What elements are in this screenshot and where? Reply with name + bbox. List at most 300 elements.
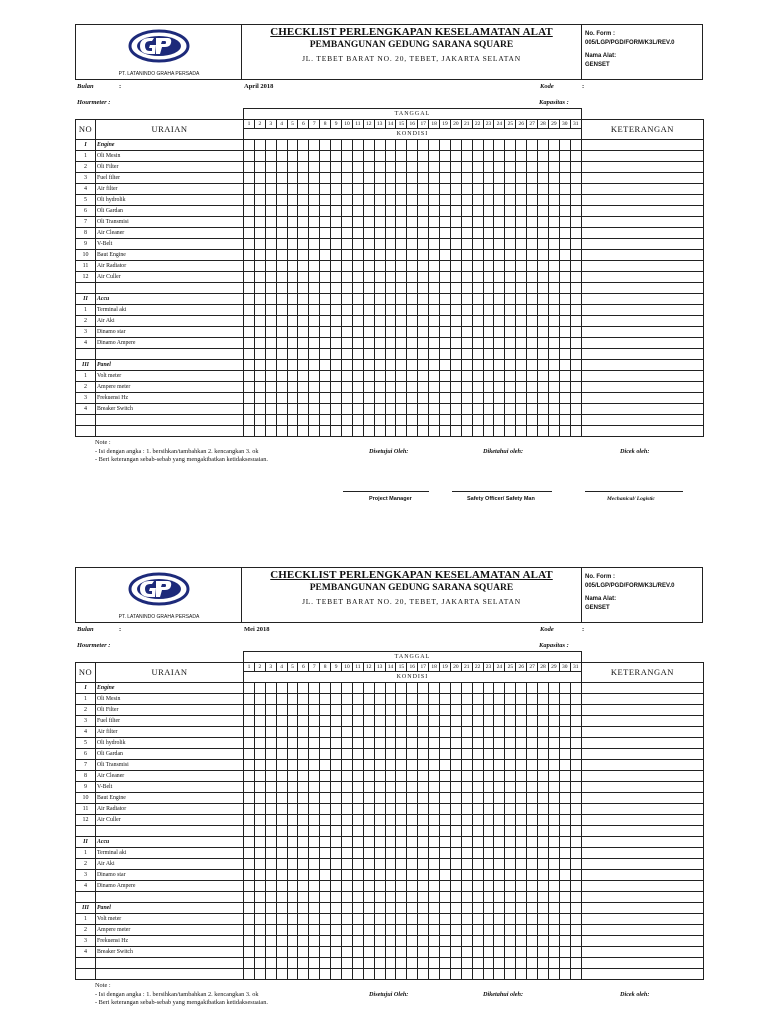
check-cell[interactable] [548,415,559,426]
check-cell[interactable] [418,848,429,859]
check-cell[interactable] [374,250,385,261]
check-cell[interactable] [440,859,451,870]
check-cell[interactable] [494,903,505,914]
check-cell[interactable] [374,727,385,738]
check-cell[interactable] [352,936,363,947]
check-cell[interactable] [548,327,559,338]
keterangan-cell[interactable] [581,294,703,305]
check-cell[interactable] [527,239,538,250]
check-cell[interactable] [352,393,363,404]
check-cell[interactable] [472,272,483,283]
check-cell[interactable] [505,859,516,870]
keterangan-cell[interactable] [581,738,703,749]
check-cell[interactable] [396,140,407,151]
check-cell[interactable] [494,738,505,749]
check-cell[interactable] [450,261,461,272]
check-cell[interactable] [287,892,298,903]
check-cell[interactable] [570,338,581,349]
check-cell[interactable] [559,837,570,848]
check-cell[interactable] [396,327,407,338]
check-cell[interactable] [548,239,559,250]
check-cell[interactable] [276,804,287,815]
check-cell[interactable] [298,837,309,848]
check-cell[interactable] [298,195,309,206]
check-cell[interactable] [385,760,396,771]
check-cell[interactable] [385,426,396,437]
check-cell[interactable] [407,294,418,305]
check-cell[interactable] [385,371,396,382]
check-cell[interactable] [331,859,342,870]
check-cell[interactable] [396,969,407,980]
check-cell[interactable] [483,694,494,705]
check-cell[interactable] [254,925,265,936]
check-cell[interactable] [385,184,396,195]
check-cell[interactable] [516,727,527,738]
check-cell[interactable] [407,316,418,327]
check-cell[interactable] [320,925,331,936]
check-cell[interactable] [494,837,505,848]
check-cell[interactable] [331,958,342,969]
check-cell[interactable] [320,327,331,338]
check-cell[interactable] [407,272,418,283]
check-cell[interactable] [352,760,363,771]
check-cell[interactable] [450,837,461,848]
check-cell[interactable] [385,804,396,815]
check-cell[interactable] [450,316,461,327]
check-cell[interactable] [418,925,429,936]
check-cell[interactable] [287,272,298,283]
check-cell[interactable] [494,694,505,705]
check-cell[interactable] [429,881,440,892]
check-cell[interactable] [309,782,320,793]
check-cell[interactable] [472,349,483,360]
check-cell[interactable] [374,925,385,936]
check-cell[interactable] [461,415,472,426]
check-cell[interactable] [287,859,298,870]
check-cell[interactable] [570,793,581,804]
check-cell[interactable] [483,716,494,727]
check-cell[interactable] [331,195,342,206]
check-cell[interactable] [472,382,483,393]
check-cell[interactable] [374,404,385,415]
check-cell[interactable] [472,140,483,151]
check-cell[interactable] [418,338,429,349]
check-cell[interactable] [483,738,494,749]
check-cell[interactable] [352,892,363,903]
check-cell[interactable] [483,283,494,294]
check-cell[interactable] [494,415,505,426]
check-cell[interactable] [298,705,309,716]
check-cell[interactable] [254,360,265,371]
check-cell[interactable] [570,184,581,195]
check-cell[interactable] [505,892,516,903]
check-cell[interactable] [570,870,581,881]
check-cell[interactable] [450,173,461,184]
check-cell[interactable] [287,903,298,914]
check-cell[interactable] [483,162,494,173]
check-cell[interactable] [559,716,570,727]
check-cell[interactable] [254,716,265,727]
check-cell[interactable] [309,162,320,173]
check-cell[interactable] [244,272,255,283]
check-cell[interactable] [461,195,472,206]
check-cell[interactable] [244,804,255,815]
check-cell[interactable] [276,272,287,283]
check-cell[interactable] [461,837,472,848]
check-cell[interactable] [538,151,549,162]
check-cell[interactable] [396,283,407,294]
check-cell[interactable] [494,228,505,239]
check-cell[interactable] [287,837,298,848]
check-cell[interactable] [570,382,581,393]
check-cell[interactable] [265,415,276,426]
check-cell[interactable] [331,925,342,936]
check-cell[interactable] [418,782,429,793]
check-cell[interactable] [276,415,287,426]
check-cell[interactable] [483,760,494,771]
check-cell[interactable] [244,826,255,837]
check-cell[interactable] [287,683,298,694]
check-cell[interactable] [244,140,255,151]
check-cell[interactable] [570,316,581,327]
check-cell[interactable] [461,914,472,925]
check-cell[interactable] [265,140,276,151]
check-cell[interactable] [450,162,461,173]
check-cell[interactable] [363,173,374,184]
check-cell[interactable] [287,782,298,793]
check-cell[interactable] [527,338,538,349]
check-cell[interactable] [385,738,396,749]
check-cell[interactable] [440,316,451,327]
check-cell[interactable] [407,694,418,705]
check-cell[interactable] [472,804,483,815]
check-cell[interactable] [309,305,320,316]
check-cell[interactable] [548,947,559,958]
check-cell[interactable] [265,760,276,771]
check-cell[interactable] [320,426,331,437]
check-cell[interactable] [527,151,538,162]
check-cell[interactable] [440,716,451,727]
check-cell[interactable] [309,848,320,859]
check-cell[interactable] [287,294,298,305]
check-cell[interactable] [516,892,527,903]
check-cell[interactable] [265,404,276,415]
check-cell[interactable] [352,272,363,283]
check-cell[interactable] [505,727,516,738]
check-cell[interactable] [450,184,461,195]
check-cell[interactable] [320,969,331,980]
check-cell[interactable] [385,815,396,826]
check-cell[interactable] [374,815,385,826]
check-cell[interactable] [440,804,451,815]
check-cell[interactable] [276,217,287,228]
check-cell[interactable] [331,881,342,892]
check-cell[interactable] [385,217,396,228]
check-cell[interactable] [287,426,298,437]
check-cell[interactable] [570,848,581,859]
check-cell[interactable] [385,870,396,881]
check-cell[interactable] [385,239,396,250]
check-cell[interactable] [320,903,331,914]
check-cell[interactable] [342,294,353,305]
check-cell[interactable] [450,393,461,404]
check-cell[interactable] [396,371,407,382]
check-cell[interactable] [309,371,320,382]
check-cell[interactable] [429,217,440,228]
check-cell[interactable] [320,892,331,903]
check-cell[interactable] [538,771,549,782]
keterangan-cell[interactable] [581,327,703,338]
check-cell[interactable] [548,749,559,760]
check-cell[interactable] [309,393,320,404]
check-cell[interactable] [407,925,418,936]
check-cell[interactable] [429,415,440,426]
check-cell[interactable] [276,228,287,239]
check-cell[interactable] [363,426,374,437]
check-cell[interactable] [309,349,320,360]
check-cell[interactable] [527,382,538,393]
check-cell[interactable] [494,327,505,338]
check-cell[interactable] [342,914,353,925]
check-cell[interactable] [254,327,265,338]
check-cell[interactable] [363,360,374,371]
check-cell[interactable] [276,305,287,316]
check-cell[interactable] [548,771,559,782]
check-cell[interactable] [265,958,276,969]
check-cell[interactable] [570,815,581,826]
check-cell[interactable] [516,958,527,969]
check-cell[interactable] [363,294,374,305]
check-cell[interactable] [516,936,527,947]
check-cell[interactable] [548,250,559,261]
check-cell[interactable] [396,294,407,305]
check-cell[interactable] [450,815,461,826]
check-cell[interactable] [559,272,570,283]
check-cell[interactable] [570,749,581,760]
check-cell[interactable] [385,892,396,903]
check-cell[interactable] [483,793,494,804]
check-cell[interactable] [483,848,494,859]
check-cell[interactable] [276,206,287,217]
check-cell[interactable] [298,327,309,338]
check-cell[interactable] [352,173,363,184]
check-cell[interactable] [570,771,581,782]
check-cell[interactable] [483,371,494,382]
check-cell[interactable] [342,250,353,261]
keterangan-cell[interactable] [581,683,703,694]
check-cell[interactable] [320,936,331,947]
check-cell[interactable] [287,349,298,360]
check-cell[interactable] [538,393,549,404]
keterangan-cell[interactable] [581,382,703,393]
check-cell[interactable] [352,804,363,815]
check-cell[interactable] [450,716,461,727]
check-cell[interactable] [494,250,505,261]
check-cell[interactable] [440,151,451,162]
check-cell[interactable] [363,327,374,338]
check-cell[interactable] [287,261,298,272]
check-cell[interactable] [385,848,396,859]
check-cell[interactable] [352,195,363,206]
check-cell[interactable] [363,272,374,283]
check-cell[interactable] [244,184,255,195]
check-cell[interactable] [570,925,581,936]
check-cell[interactable] [527,283,538,294]
check-cell[interactable] [331,261,342,272]
check-cell[interactable] [265,749,276,760]
check-cell[interactable] [244,283,255,294]
check-cell[interactable] [385,305,396,316]
check-cell[interactable] [516,294,527,305]
check-cell[interactable] [548,727,559,738]
check-cell[interactable] [483,749,494,760]
check-cell[interactable] [538,903,549,914]
check-cell[interactable] [472,716,483,727]
check-cell[interactable] [450,925,461,936]
check-cell[interactable] [538,162,549,173]
check-cell[interactable] [527,914,538,925]
check-cell[interactable] [309,338,320,349]
check-cell[interactable] [342,837,353,848]
check-cell[interactable] [429,947,440,958]
check-cell[interactable] [494,151,505,162]
check-cell[interactable] [494,393,505,404]
check-cell[interactable] [450,969,461,980]
check-cell[interactable] [559,826,570,837]
check-cell[interactable] [548,261,559,272]
check-cell[interactable] [505,903,516,914]
check-cell[interactable] [516,140,527,151]
check-cell[interactable] [538,936,549,947]
check-cell[interactable] [374,415,385,426]
check-cell[interactable] [254,969,265,980]
check-cell[interactable] [407,837,418,848]
check-cell[interactable] [505,195,516,206]
check-cell[interactable] [254,316,265,327]
check-cell[interactable] [505,261,516,272]
check-cell[interactable] [548,360,559,371]
check-cell[interactable] [483,683,494,694]
check-cell[interactable] [320,404,331,415]
check-cell[interactable] [407,228,418,239]
keterangan-cell[interactable] [581,140,703,151]
check-cell[interactable] [418,261,429,272]
check-cell[interactable] [505,958,516,969]
check-cell[interactable] [298,206,309,217]
check-cell[interactable] [570,914,581,925]
check-cell[interactable] [396,793,407,804]
check-cell[interactable] [516,316,527,327]
check-cell[interactable] [527,206,538,217]
check-cell[interactable] [276,881,287,892]
check-cell[interactable] [440,881,451,892]
check-cell[interactable] [363,338,374,349]
check-cell[interactable] [494,272,505,283]
check-cell[interactable] [265,360,276,371]
check-cell[interactable] [265,250,276,261]
check-cell[interactable] [265,195,276,206]
check-cell[interactable] [548,349,559,360]
check-cell[interactable] [254,393,265,404]
check-cell[interactable] [429,426,440,437]
check-cell[interactable] [505,793,516,804]
check-cell[interactable] [331,683,342,694]
check-cell[interactable] [385,393,396,404]
check-cell[interactable] [309,815,320,826]
check-cell[interactable] [309,903,320,914]
check-cell[interactable] [450,859,461,870]
check-cell[interactable] [559,870,570,881]
check-cell[interactable] [407,947,418,958]
check-cell[interactable] [374,793,385,804]
check-cell[interactable] [396,272,407,283]
check-cell[interactable] [440,958,451,969]
check-cell[interactable] [472,683,483,694]
check-cell[interactable] [352,228,363,239]
check-cell[interactable] [461,716,472,727]
check-cell[interactable] [374,426,385,437]
check-cell[interactable] [254,793,265,804]
check-cell[interactable] [516,947,527,958]
check-cell[interactable] [352,837,363,848]
check-cell[interactable] [363,393,374,404]
check-cell[interactable] [440,371,451,382]
check-cell[interactable] [276,694,287,705]
check-cell[interactable] [374,892,385,903]
check-cell[interactable] [461,426,472,437]
check-cell[interactable] [472,727,483,738]
check-cell[interactable] [570,738,581,749]
check-cell[interactable] [494,969,505,980]
check-cell[interactable] [494,305,505,316]
check-cell[interactable] [505,173,516,184]
check-cell[interactable] [516,184,527,195]
check-cell[interactable] [440,947,451,958]
check-cell[interactable] [483,140,494,151]
check-cell[interactable] [298,382,309,393]
check-cell[interactable] [287,393,298,404]
check-cell[interactable] [287,327,298,338]
check-cell[interactable] [276,925,287,936]
check-cell[interactable] [440,294,451,305]
check-cell[interactable] [352,371,363,382]
check-cell[interactable] [570,415,581,426]
check-cell[interactable] [440,914,451,925]
check-cell[interactable] [472,848,483,859]
check-cell[interactable] [461,173,472,184]
check-cell[interactable] [254,250,265,261]
check-cell[interactable] [527,294,538,305]
check-cell[interactable] [396,782,407,793]
check-cell[interactable] [548,782,559,793]
check-cell[interactable] [461,360,472,371]
check-cell[interactable] [516,250,527,261]
check-cell[interactable] [407,261,418,272]
check-cell[interactable] [429,195,440,206]
check-cell[interactable] [483,903,494,914]
check-cell[interactable] [472,305,483,316]
check-cell[interactable] [505,206,516,217]
keterangan-cell[interactable] [581,892,703,903]
check-cell[interactable] [407,793,418,804]
keterangan-cell[interactable] [581,404,703,415]
check-cell[interactable] [385,250,396,261]
check-cell[interactable] [505,360,516,371]
check-cell[interactable] [440,760,451,771]
check-cell[interactable] [494,947,505,958]
check-cell[interactable] [309,771,320,782]
check-cell[interactable] [440,283,451,294]
